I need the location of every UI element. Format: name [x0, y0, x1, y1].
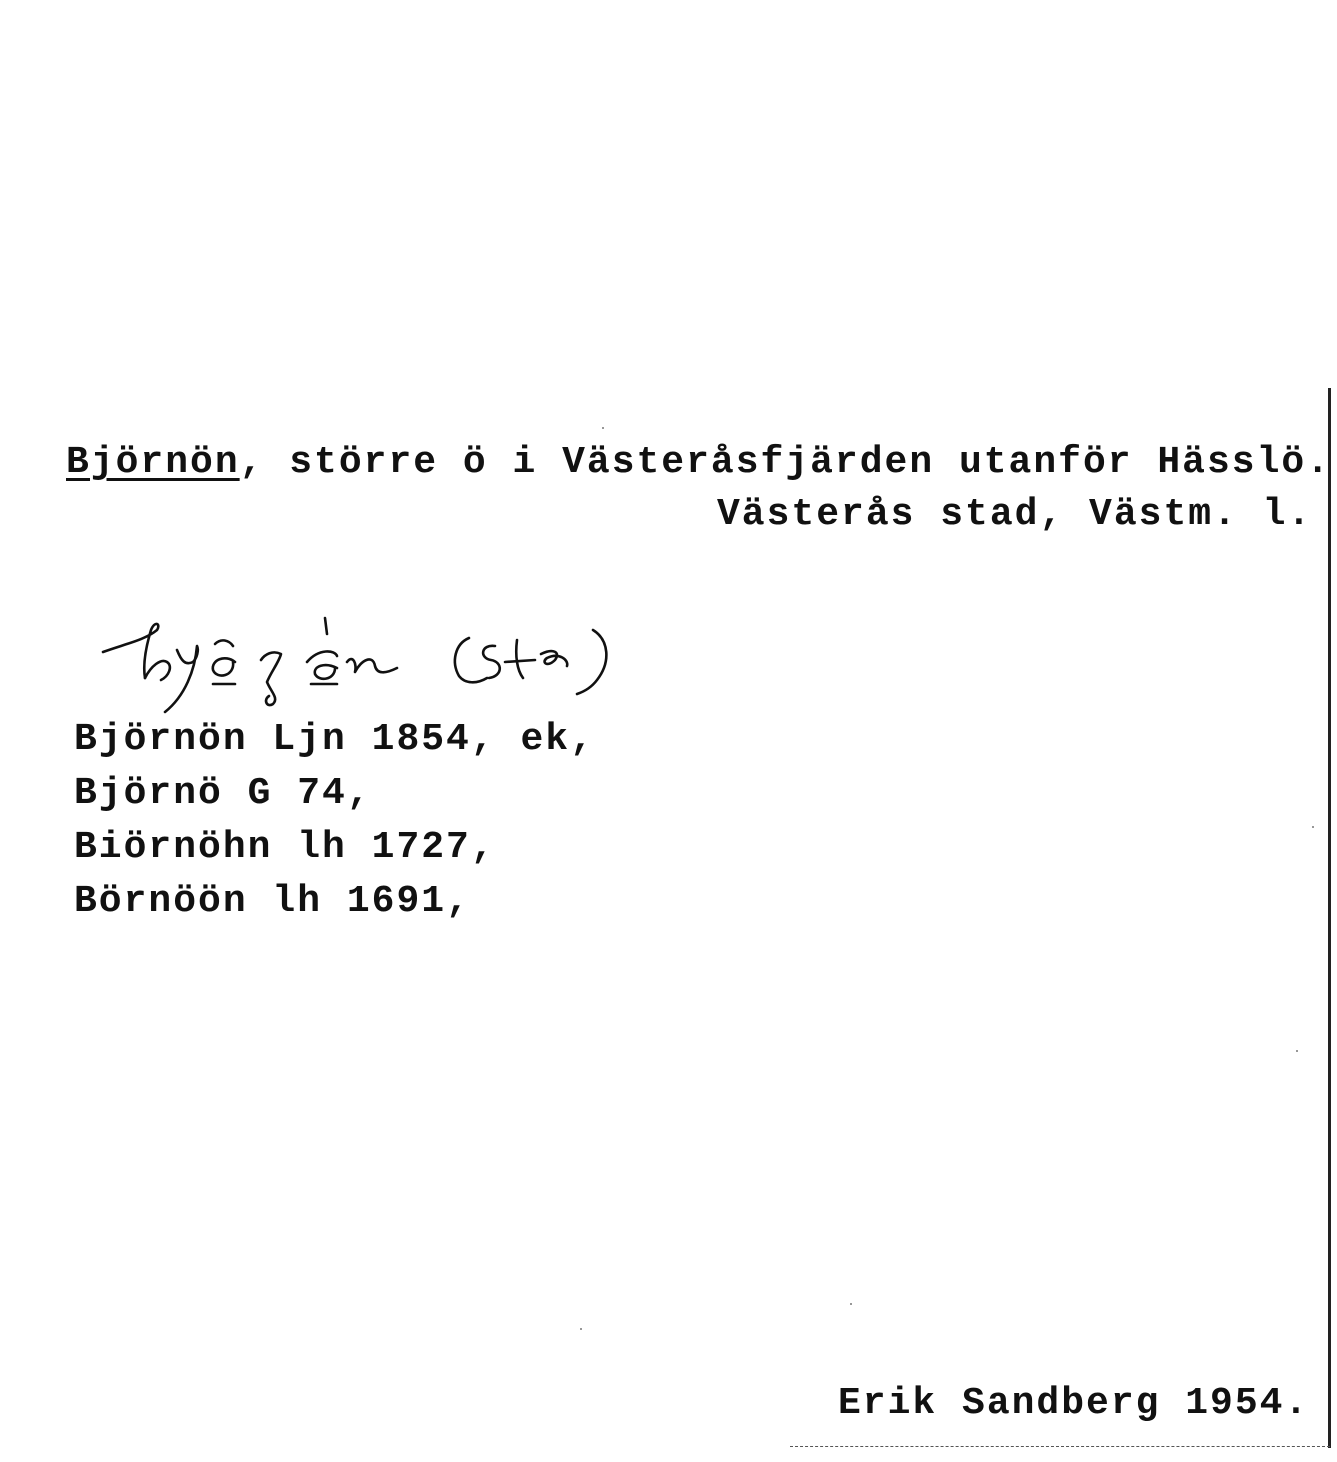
- speck: [1296, 1050, 1298, 1052]
- card-right-edge: [1328, 388, 1331, 1448]
- description-line-1: , större ö i Västeråsfjärden utanför Hässlö.: [239, 441, 1332, 484]
- header-line-1: [66, 441, 1331, 484]
- historical-form: Björnön Ljn 1854, ek,: [74, 718, 595, 761]
- speck: [580, 1328, 582, 1330]
- headword: Björnön: [66, 441, 240, 484]
- signature-line: Erik Sandberg 1954.: [838, 1382, 1310, 1425]
- historical-form: Björnö G 74,: [74, 772, 372, 815]
- handwritten-pronunciation: [85, 600, 625, 720]
- historical-form: Biörnöhn lh 1727,: [74, 826, 496, 869]
- speck: [1312, 826, 1314, 828]
- speck: [602, 427, 604, 429]
- historical-form: Börnöön lh 1691,: [74, 880, 471, 923]
- speck: [850, 1303, 852, 1305]
- description-line-2: Västerås stad, Västm. l.: [717, 493, 1313, 536]
- card-bottom-edge: [790, 1446, 1330, 1448]
